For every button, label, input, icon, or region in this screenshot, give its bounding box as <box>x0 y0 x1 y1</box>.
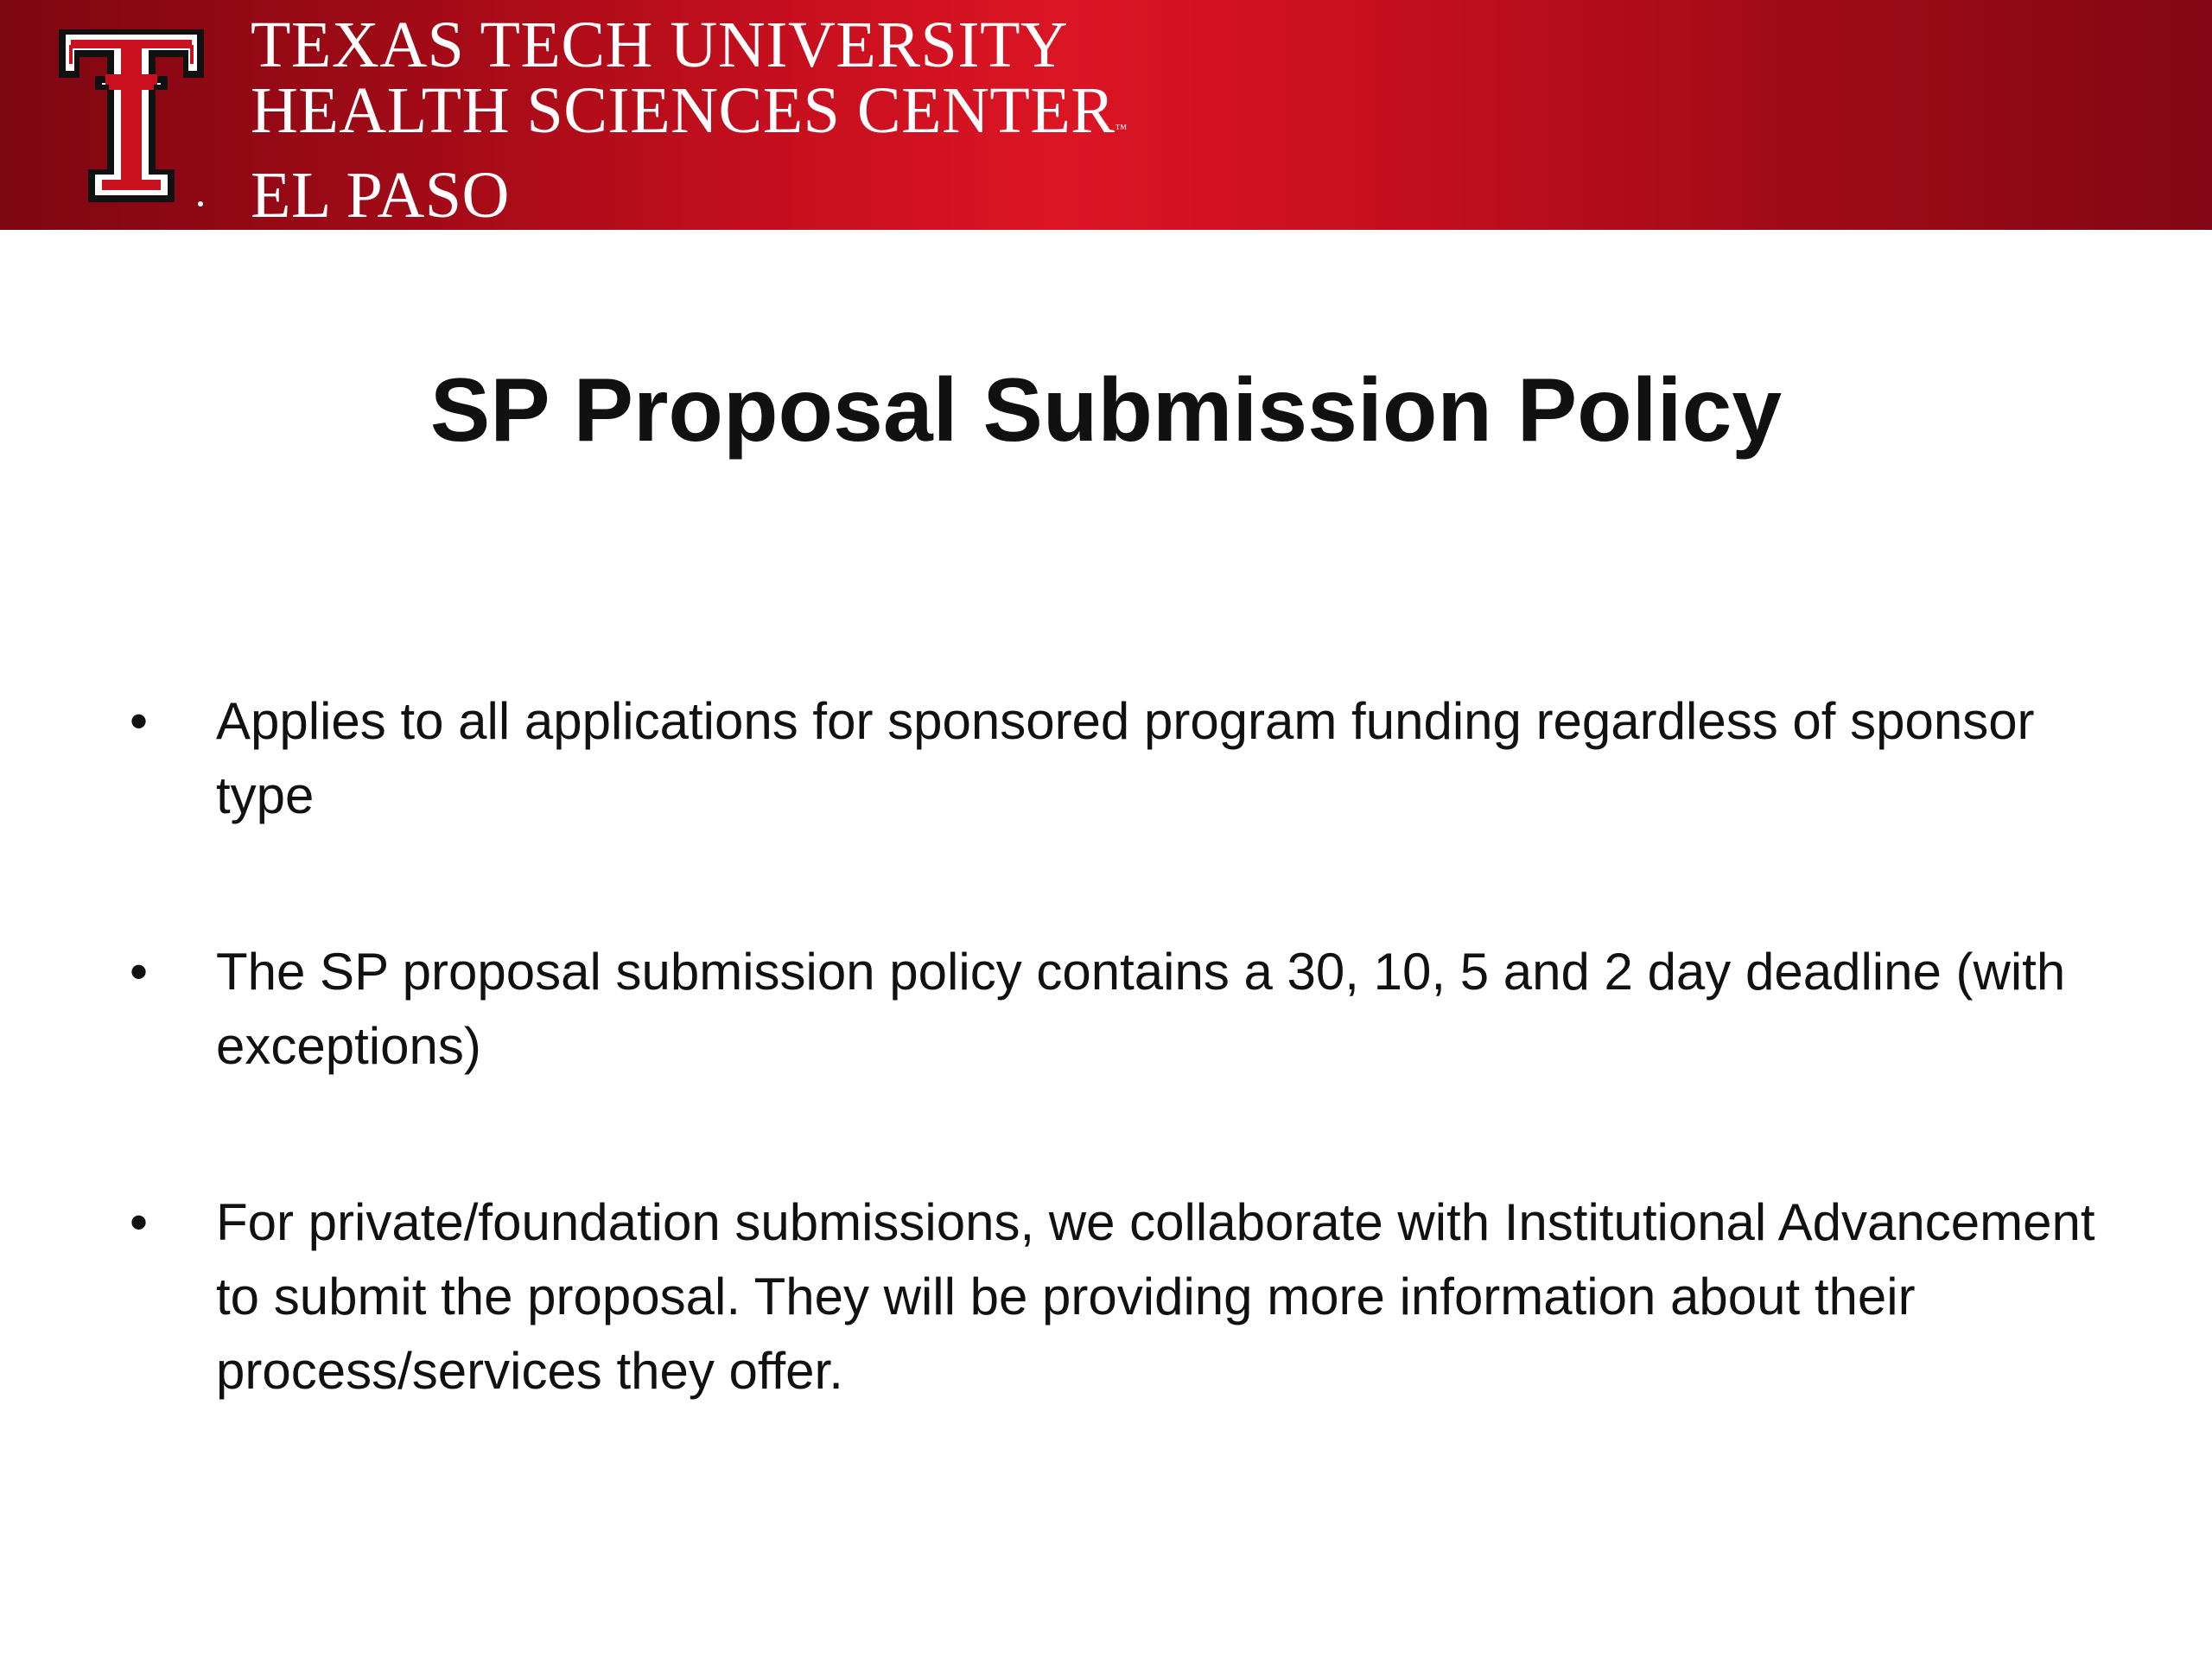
slide-title: SP Proposal Submission Policy <box>429 360 1783 461</box>
bullet-item <box>130 1185 2108 1408</box>
bullet-dot: • <box>130 1193 149 1251</box>
bullet-text: The SP proposal submission policy contains a 30, 10, 5 and 2 day deadline (with exceptions) <box>216 943 2066 1075</box>
bullet-item <box>130 684 2108 833</box>
bullet-dot: • <box>130 943 149 1001</box>
bullet-text: For private/foundation submissions, we collaborate with Institutional Advancement to submit the proposal. They will be providing more information about their process/services they offer. <box>216 1193 2095 1400</box>
header-banner <box>0 0 2212 230</box>
institution-line-1: TEXAS TECH UNIVERSITY <box>251 9 1069 81</box>
trademark-mark: ™ <box>1115 123 1128 136</box>
double-t-logo-icon <box>54 22 209 209</box>
institution-line-2 <box>251 74 1128 162</box>
institution-line-2-text: HEALTH SCIENCES CENTER <box>251 74 1116 147</box>
bullet-dot: • <box>130 692 149 750</box>
bullet-list <box>130 684 2108 1510</box>
institution-name <box>251 9 1128 232</box>
institution-line-3: EL PASO <box>251 159 510 232</box>
bullet-item <box>130 935 2108 1084</box>
bullet-text: Applies to all applications for sponsored program funding regardless of sponsor type <box>216 692 2035 824</box>
